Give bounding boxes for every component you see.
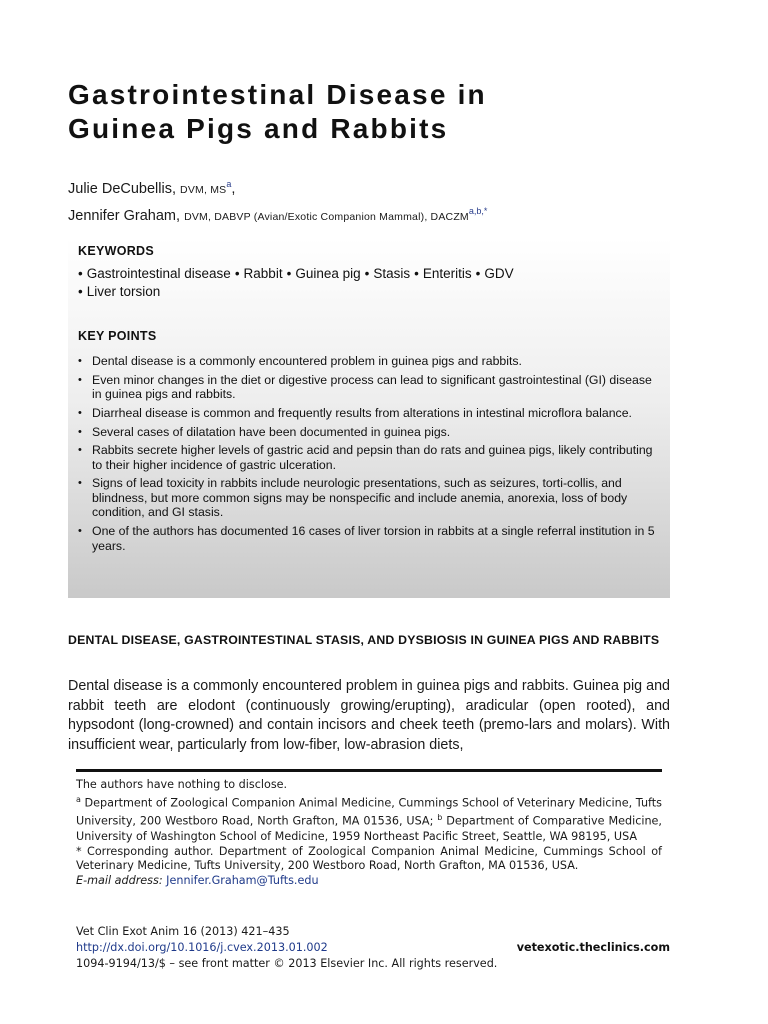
title-line-2: Guinea Pigs and Rabbits: [68, 113, 449, 144]
bullet-icon: •: [78, 284, 83, 299]
keyword: Gastrointestinal disease: [86, 266, 231, 281]
journal-citation: Vet Clin Exot Anim 16 (2013) 421–435: [76, 925, 290, 938]
email-label: E-mail address:: [76, 874, 163, 888]
key-point-text: Diarrheal disease is common and frequently results from alterations in intestinal microflora balance.: [92, 405, 632, 420]
disclosure-note: The authors have nothing to disclose.: [76, 778, 288, 791]
key-point-item: [78, 354, 658, 369]
author-affiliation-mark[interactable]: a,b,*: [468, 205, 488, 216]
key-point-item: [78, 443, 658, 472]
author-1: [68, 174, 487, 201]
author-credentials: DVM, DABVP (Avian/Exotic Companion Mammal), DACZM: [184, 210, 469, 223]
keywords-line-2: [78, 283, 514, 301]
key-point-text: Signs of lead toxicity in rabbits include neurologic presentations, such as seizures, torti-collis, and blindness, but more common signs may be nonspecific and include anemia, anorexia, loss of body condition, and GI stasis.: [92, 476, 628, 520]
footnotes: [76, 778, 662, 889]
keyword: Guinea pig: [295, 266, 361, 281]
bullet-icon: •: [286, 266, 292, 281]
bullet-icon: •: [234, 266, 240, 281]
key-point-text: Several cases of dilatation have been documented in guinea pigs.: [92, 424, 451, 439]
citation-block: [76, 924, 670, 972]
keyword: Enteritis: [422, 266, 472, 281]
footnote-rule: [76, 769, 662, 772]
keyword: Stasis: [373, 266, 411, 281]
key-point-text: One of the authors has documented 16 cases of liver torsion in rabbits at a single referral institution in 5 years.: [92, 524, 655, 553]
author-2: [68, 201, 487, 228]
doi-link[interactable]: http://dx.doi.org/10.1016/j.cvex.2013.01.002: [76, 941, 328, 954]
key-point-item: [78, 476, 658, 520]
author-list: [68, 174, 487, 228]
article-title: [68, 78, 688, 146]
bullet-icon: •: [364, 266, 370, 281]
email-link[interactable]: Jennifer.Graham@Tufts.edu: [166, 874, 319, 888]
bullet-icon: •: [414, 266, 419, 281]
copyright-line: 1094-9194/13/$ – see front matter © 2013 Elsevier Inc. All rights reserved.: [76, 957, 498, 970]
keypoints-heading: KEY POINTS: [78, 329, 157, 343]
author-trail: ,: [231, 180, 236, 197]
bullet-icon: •: [78, 373, 82, 386]
keywords-keypoints-box: [68, 238, 670, 598]
key-points-list: [78, 354, 658, 557]
bullet-icon: •: [78, 425, 82, 438]
bullet-icon: •: [78, 444, 82, 457]
author-name: Julie DeCubellis,: [68, 180, 176, 197]
key-point-item: [78, 373, 658, 402]
bullet-icon: •: [78, 477, 82, 490]
key-point-item: [78, 425, 658, 440]
keyword: Liver torsion: [86, 284, 161, 299]
journal-site-link[interactable]: vetexotic.theclinics.com: [516, 941, 670, 954]
affiliation-a: Department of Zoological Companion Animal Medicine, Cummings School of Veterinary Medicine, Tufts University, 200 Westboro Road, North Grafton, MA 01536, USA;: [76, 796, 662, 829]
bullet-icon: •: [78, 525, 82, 538]
key-point-text: Rabbits secrete higher levels of gastric acid and pepsin than do rats and guinea pigs, likely contributing to their higher incidence of gastric ulceration.: [92, 443, 653, 472]
keyword: GDV: [484, 266, 514, 281]
keywords-heading: KEYWORDS: [78, 244, 155, 258]
key-point-text: Dental disease is a commonly encountered problem in guinea pigs and rabbits.: [92, 354, 522, 368]
section-heading: DENTAL DISEASE, GASTROINTESTINAL STASIS, AND DYSBIOSIS IN GUINEA PIGS AND RABBITS: [68, 633, 660, 647]
key-point-item: [78, 524, 658, 553]
title-line-1: Gastrointestinal Disease in: [68, 79, 487, 110]
affiliation-a-mark: a: [76, 794, 81, 804]
keywords-list: [78, 265, 514, 301]
body-paragraph: Dental disease is a commonly encountered problem in guinea pigs and rabbits. Guinea pig and rabbit teeth are elodont (continuously growing/erupting), aradicular (open rooted), and hypsodont (long-crowned) and contain incisors and cheek teeth (premo-lars and molars). With insufficient wear, particularly from low-fiber, low-abrasion diets,: [68, 678, 670, 753]
bullet-icon: •: [78, 266, 83, 281]
author-name: Jennifer Graham,: [68, 207, 181, 224]
key-point-text: Even minor changes in the diet or digestive process can lead to significant gastrointestinal (GI) disease in guinea pigs and rabbits.: [92, 372, 652, 402]
keywords-line-1: [78, 265, 514, 283]
author-affiliation-mark[interactable]: a: [226, 179, 232, 189]
affiliations-note: [76, 793, 662, 845]
bullet-icon: •: [475, 266, 481, 281]
author-credentials: DVM, MS: [180, 183, 227, 196]
corresponding-author-note: * Corresponding author. Department of Zoological Companion Animal Medicine, Cummings School of Veterinary Medicine, Tufts University, 200 Westboro Road, North Grafton, MA 01536, USA.: [76, 844, 662, 873]
email-note: [76, 874, 662, 889]
doi-row: [76, 940, 670, 956]
affiliation-b: Department of Comparative Medicine, University of Washington School of Medicine, 1959 Northeast Pacific Street, Seattle, WA 98195, USA: [76, 815, 662, 843]
bullet-icon: •: [78, 355, 82, 367]
bullet-icon: •: [78, 406, 82, 419]
key-point-item: [78, 406, 658, 421]
affiliation-b-mark: b: [437, 813, 443, 823]
keyword: Rabbit: [243, 266, 283, 281]
